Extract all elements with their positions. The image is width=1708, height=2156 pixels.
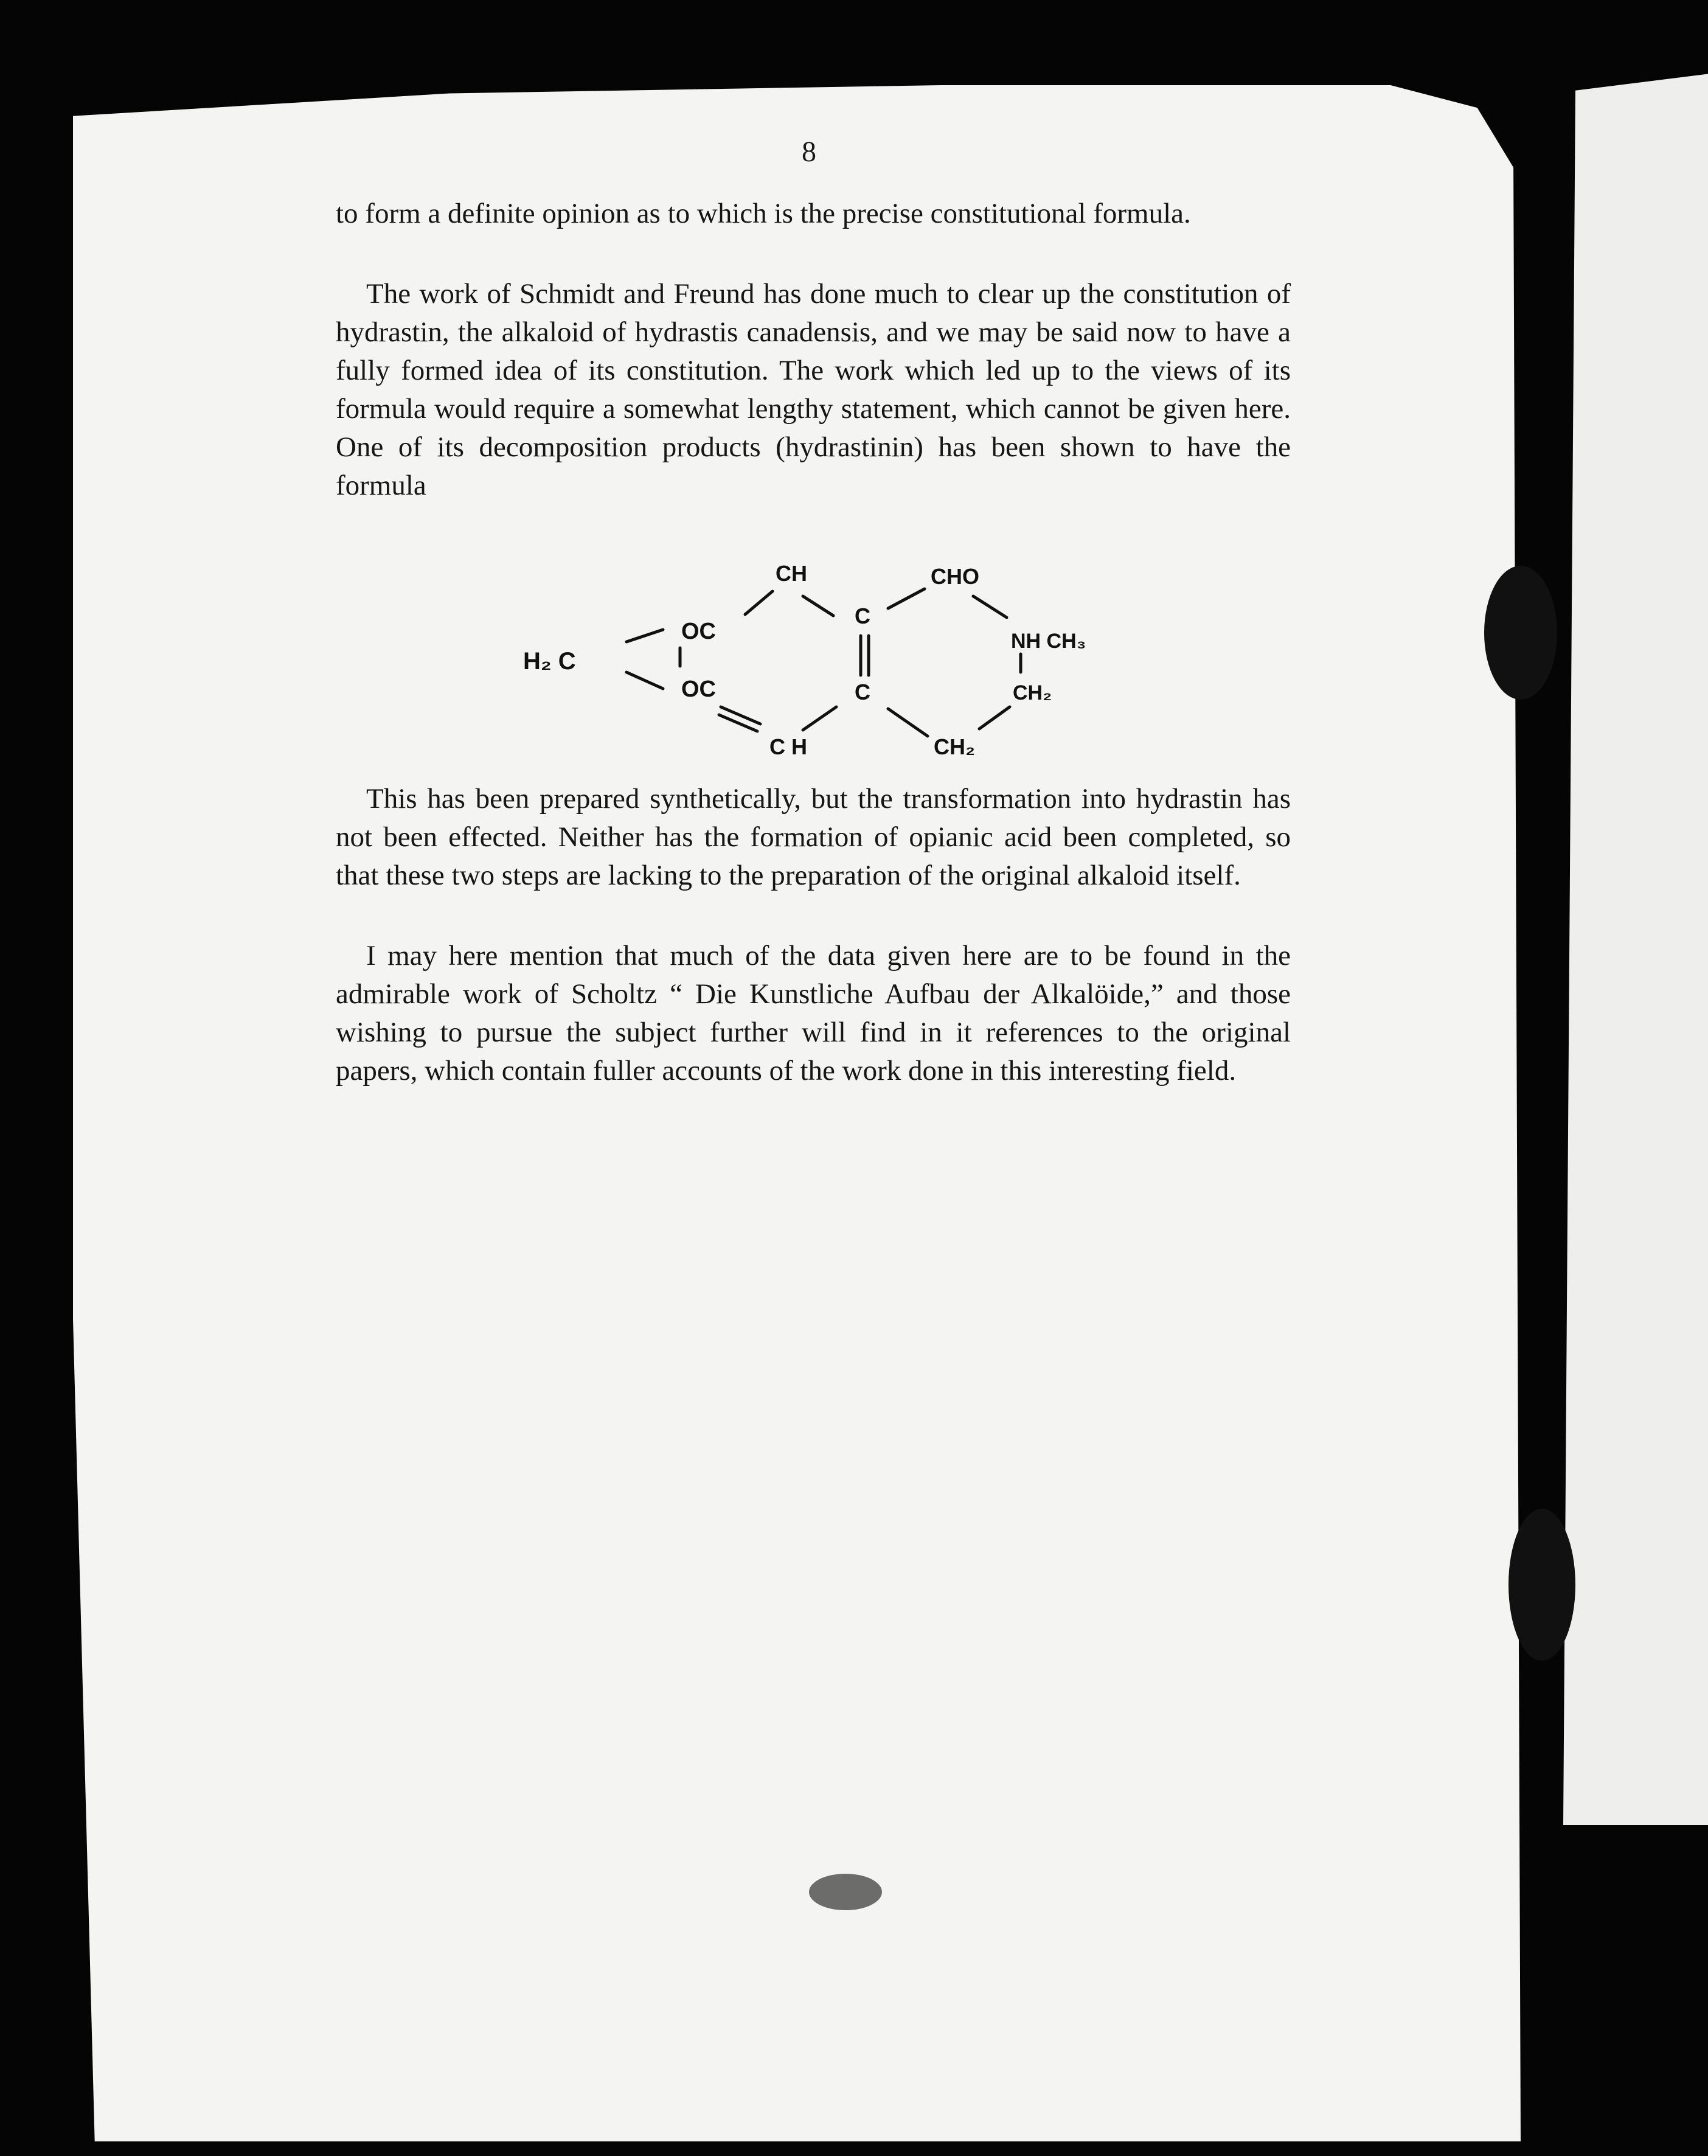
- binding-shadow-lower: [1508, 1509, 1575, 1661]
- paragraph-4-block: [336, 937, 1291, 1090]
- formula-ch-top: CH: [776, 561, 807, 586]
- paragraph-2-block: [336, 275, 1291, 505]
- paragraph-3-block: [336, 780, 1291, 895]
- facing-page-edge: [1563, 73, 1708, 1825]
- formula-ch-bottom: C H: [769, 734, 807, 759]
- formula-h2c: H₂ C: [523, 648, 576, 675]
- formula-ch2-right: CH₂: [1013, 681, 1052, 704]
- tear-shadow: [809, 1874, 882, 1910]
- hydrastinin-structural-formula: [499, 548, 1144, 779]
- paragraph-1-block: [336, 195, 1291, 233]
- formula-c-lower: C: [855, 680, 870, 704]
- paragraph-3: This has been prepared synthetically, but the transformation into hydrastin has not been effected. Neither has the formation of opianic acid been completed, so that these two steps are lacking to the preparation of the original alkaloid itself.: [336, 783, 1291, 891]
- bond-cho-nh: [973, 596, 1007, 617]
- bond-oc-ch-bottom-a: [721, 707, 760, 724]
- formula-cho: CHO: [931, 564, 979, 589]
- formula-oc-bottom: OC: [681, 676, 716, 702]
- bond-c-cho: [888, 589, 925, 608]
- binding-shadow-upper: [1484, 566, 1557, 700]
- paragraph-1: to form a definite opinion as to which is the precise constitutional formula.: [336, 198, 1191, 229]
- bond-oc-ch: [745, 591, 772, 614]
- paragraph-2: The work of Schmidt and Freund has done much to clear up the constitution of hydrastin, the alkaloid of hydrastis canadensis, and we may be said now to have a fully formed idea of its constitution. The work which led up to the views of its formula would require a somewhat lengthy statement, which cannot be given here. One of its decomposition products (hydrastinin) has been shown to have the formula: [336, 278, 1291, 501]
- bond-ch-c-lower: [803, 707, 836, 730]
- bond-c-ch2-bottom: [888, 709, 928, 736]
- bond-oc-ch-bottom-b: [719, 715, 757, 731]
- formula-ch2-bottom: CH₂: [934, 734, 975, 759]
- bond-ch2-ch2: [979, 707, 1010, 729]
- formula-oc-top: OC: [681, 619, 716, 644]
- bond-h2c-oc-top: [627, 630, 663, 642]
- bond-h2c-oc-bottom: [627, 672, 663, 689]
- page-number: 8: [802, 136, 816, 168]
- bond-ch-c: [803, 596, 833, 616]
- formula-c-upper: C: [855, 603, 870, 628]
- paragraph-4: I may here mention that much of the data given here are to be found in the admirable work of Scholtz “ Die Kunstliche Aufbau der Alkalöide,” and those wishing to pursue the subject further will find in it references to the original papers, which contain fuller accounts of the work done in this interesting field.: [336, 940, 1291, 1087]
- formula-nhch3: NH CH₃: [1011, 630, 1086, 653]
